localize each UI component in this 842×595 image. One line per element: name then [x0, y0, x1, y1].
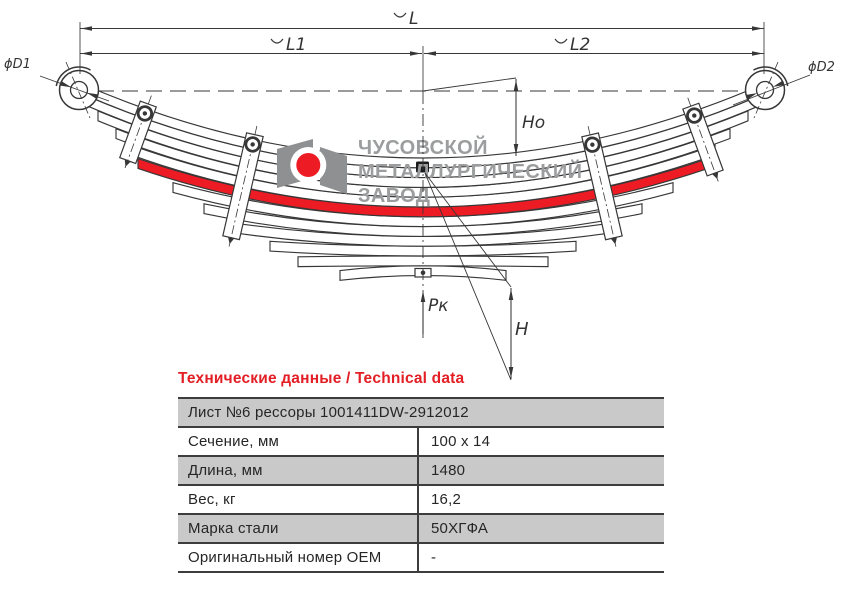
dim-label-Pk: Pк [428, 296, 449, 316]
dim-label-L: L [393, 9, 418, 29]
row-label: Марка стали [188, 520, 279, 537]
dimension-arrowhead [514, 144, 519, 155]
row-label: Вес, кг [188, 491, 236, 508]
dimension-line [425, 173, 511, 380]
table-row [178, 428, 664, 457]
table-row [178, 486, 664, 515]
dimension-arrowhead [81, 26, 92, 31]
dimension-arrowhead [81, 51, 92, 56]
row-title: Лист №6 рессоры 1001411DW-2912012 [188, 404, 469, 421]
table-row [178, 399, 664, 428]
dim-label-H: H [515, 319, 529, 340]
logo-line-3: ЗАВОД [358, 185, 431, 207]
dim-label-L2: L2 [554, 35, 590, 55]
table-row [178, 457, 664, 486]
dim-label-Ho: Ho [522, 113, 546, 133]
row-value: 100 x 14 [417, 428, 664, 455]
dimension-line [425, 173, 511, 287]
dim-label-L1: L1 [270, 35, 306, 55]
dimension-line [733, 75, 810, 105]
arc-length-icon [393, 12, 407, 20]
dimension-arrowhead [514, 80, 519, 91]
dimension-arrowhead [86, 91, 98, 99]
dimension-line [423, 78, 516, 91]
row-label: Оригинальный номер OEM [188, 549, 382, 566]
dim-label-D1: ϕD1 [4, 57, 31, 72]
dimension-arrowhead [421, 291, 426, 302]
table-row [178, 515, 664, 544]
row-value: 1480 [417, 457, 664, 484]
arc-length-icon [270, 38, 284, 46]
dimension-arrowhead [752, 51, 763, 56]
technical-data-table [178, 397, 664, 573]
dimension-arrowhead [425, 51, 436, 56]
arc-length-icon [554, 38, 568, 46]
technical-data-heading: Технические данные / Technical data [178, 370, 465, 387]
row-value: 50ХГФА [417, 515, 664, 542]
dimension-arrowhead [509, 289, 514, 300]
dim-label-D2: ϕD2 [808, 60, 835, 75]
row-label: Длина, мм [188, 462, 263, 479]
table-row [178, 544, 664, 573]
row-value: 16,2 [417, 486, 664, 513]
dimension-arrowhead [60, 81, 72, 89]
logo-line-1: ЧУСОВСКОЙ [358, 137, 488, 159]
dimension-line [40, 76, 109, 101]
logo-line-2: МЕТАЛЛУРГИЧЕСКИЙ [358, 161, 583, 183]
dimension-arrowhead [410, 51, 421, 56]
technical-data-section [178, 370, 664, 573]
row-value: - [417, 544, 664, 571]
row-label: Сечение, мм [188, 433, 279, 450]
dimension-arrowhead [752, 26, 763, 31]
